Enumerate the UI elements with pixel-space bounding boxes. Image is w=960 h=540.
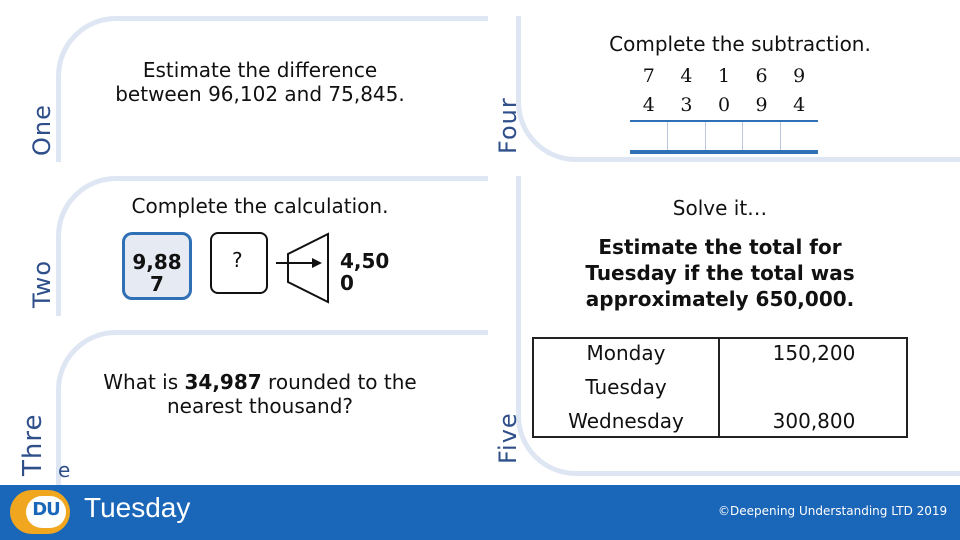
digit-cell: 4	[642, 94, 655, 116]
panel-five-question	[560, 234, 880, 312]
input-box	[122, 232, 192, 300]
panel-five-title: Solve it…	[672, 196, 768, 220]
digit-cell: 9	[755, 94, 768, 116]
output-value-line1: 4,50	[340, 249, 390, 273]
panel-three-question	[80, 370, 440, 418]
digit-cell: 9	[793, 65, 806, 87]
unknown-mark: ?	[232, 248, 243, 272]
panel-one-line2: between 96,102 and 75,845.	[115, 82, 405, 106]
day-table	[532, 337, 908, 438]
digit-cell: 7	[642, 65, 655, 87]
digit-cell: 0	[717, 94, 731, 116]
answer-cell[interactable]	[742, 122, 780, 150]
panel-three-label: Thre	[18, 413, 48, 476]
subtraction-bottom-line	[630, 150, 818, 154]
unknown-box[interactable]	[210, 232, 268, 294]
panel-three-line2: nearest thousand?	[166, 394, 354, 418]
footer-copyright: ©Deepening Understanding LTD 2019	[718, 504, 948, 518]
input-value-line2: 7	[150, 272, 164, 296]
answer-cell[interactable]	[667, 122, 705, 150]
panel-five-label: Five	[494, 412, 522, 464]
function-machine-icon	[274, 230, 334, 310]
answer-cell[interactable]	[780, 122, 818, 150]
digit-cell: 1	[717, 65, 731, 87]
table-row-day: Wednesday	[568, 409, 684, 433]
answer-cell[interactable]	[705, 122, 743, 150]
footer-day: Tuesday	[84, 492, 191, 523]
subtraction-row-2	[630, 91, 818, 120]
panel-four-title: Complete the subtraction.	[609, 32, 871, 56]
output-value-line2: 0	[340, 271, 354, 295]
panel-two-label: Two	[28, 260, 56, 308]
digit-cell: 4	[680, 65, 693, 87]
logo-text: DU	[32, 499, 60, 520]
panel-one-label: One	[28, 104, 56, 156]
panel-four-label: Four	[494, 97, 522, 154]
panel-three-line1	[80, 370, 440, 394]
table-row-value: 150,200	[772, 341, 856, 365]
panel-two-title: Complete the calculation.	[131, 194, 389, 218]
question-line2: Tuesday if the total was	[585, 261, 855, 285]
input-value-line1: 9,88	[132, 250, 182, 274]
question-suffix: rounded to the	[261, 370, 417, 394]
panel-three-label-cut: e	[58, 458, 71, 482]
question-line1: Estimate the total for	[598, 235, 842, 259]
answer-cell[interactable]	[630, 122, 667, 150]
subtraction-row-1	[630, 62, 818, 91]
digit-cell: 3	[680, 94, 693, 116]
table-row-day: Tuesday	[585, 375, 667, 399]
question-line3: approximately 650,000.	[585, 287, 855, 311]
output-value	[340, 250, 389, 294]
table-row-day: Monday	[586, 341, 666, 365]
table-row-value: 300,800	[772, 409, 856, 433]
subtraction-grid	[630, 62, 818, 154]
panel-one-line1: Estimate the difference	[142, 58, 378, 82]
question-number: 34,987	[184, 370, 262, 394]
logo-icon	[10, 490, 70, 534]
digit-cell: 4	[793, 94, 806, 116]
question-prefix: What is	[103, 370, 185, 394]
digit-cell: 6	[755, 65, 768, 87]
panel-one-question	[100, 58, 420, 106]
answer-row[interactable]	[630, 122, 818, 150]
